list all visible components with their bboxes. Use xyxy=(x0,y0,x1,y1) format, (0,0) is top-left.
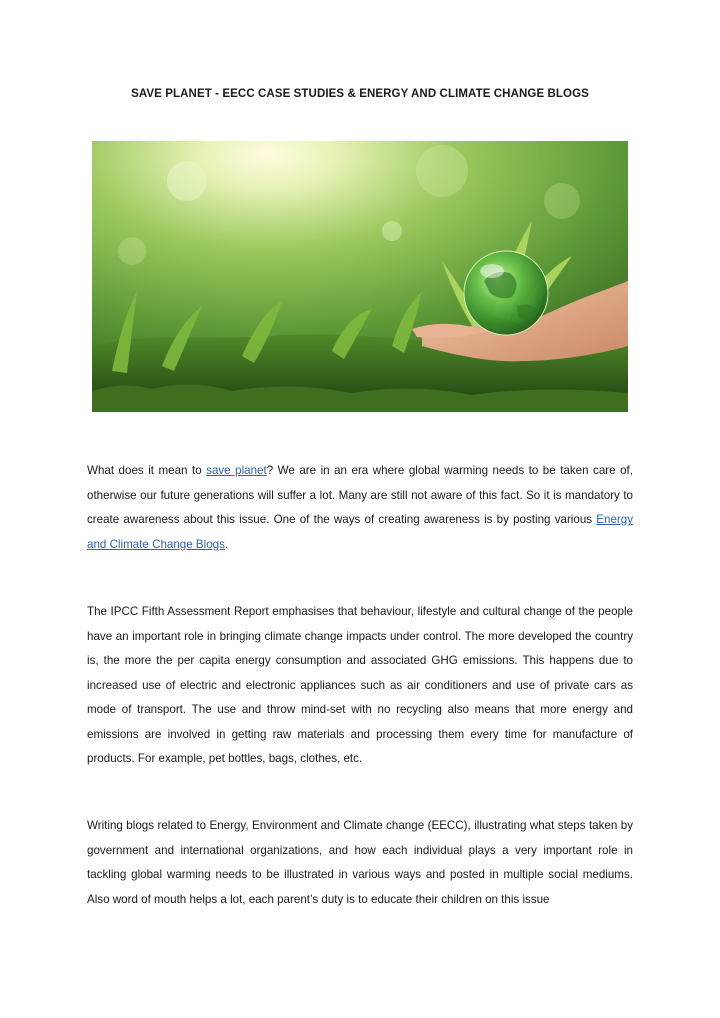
save-planet-link[interactable]: save planet xyxy=(206,464,267,477)
energy-climate-blogs-link[interactable]: Energy and Climate Change Blogs xyxy=(87,513,633,551)
intro-text-end: . xyxy=(224,537,229,551)
intro-paragraph xyxy=(87,459,633,557)
ipcc-paragraph: The IPCC Fifth Assessment Report emphasises that behaviour, lifestyle and cultural change of the people have an important role in bringing climate change impacts under control. The more developed the country is, the more the per capita energy consumption and associated GHG emissions. This happens due to increased use of electric and electronic appliances such as air conditioners and use of private cars as mode of transport. The use and throw mind-set with no recycling also means that more energy and emissions are involved in getting raw materials and processing them every time for manufacture of products. For example, pet bottles, bags, clothes, etc. xyxy=(87,605,633,765)
globe-in-hands-image xyxy=(92,141,628,412)
hero-image xyxy=(92,141,628,412)
blogs-paragraph: Writing blogs related to Energy, Environment and Climate change (EECC), illustrating what steps taken by government and international organizations, and how each individual plays a very important role in tackling global warming needs to be illustrated in various ways and posted in multiple social mediums. Also word of mouth helps a lot, each parent’s duty is to educate their children on this issue xyxy=(87,819,633,906)
intro-text-middle: ? We are in an era where global warming needs to be taken care of, otherwise our future generations will suffer a lot. Many are still not aware of this fact. So it is mandatory to create awareness about this issue. One of the ways of creating awareness is by posting various xyxy=(87,464,633,526)
intro-text-start: What does it mean to xyxy=(87,464,207,477)
page-title: SAVE PLANET - EECC CASE STUDIES & ENERGY AND CLIMATE CHANGE BLOGS xyxy=(131,88,589,100)
